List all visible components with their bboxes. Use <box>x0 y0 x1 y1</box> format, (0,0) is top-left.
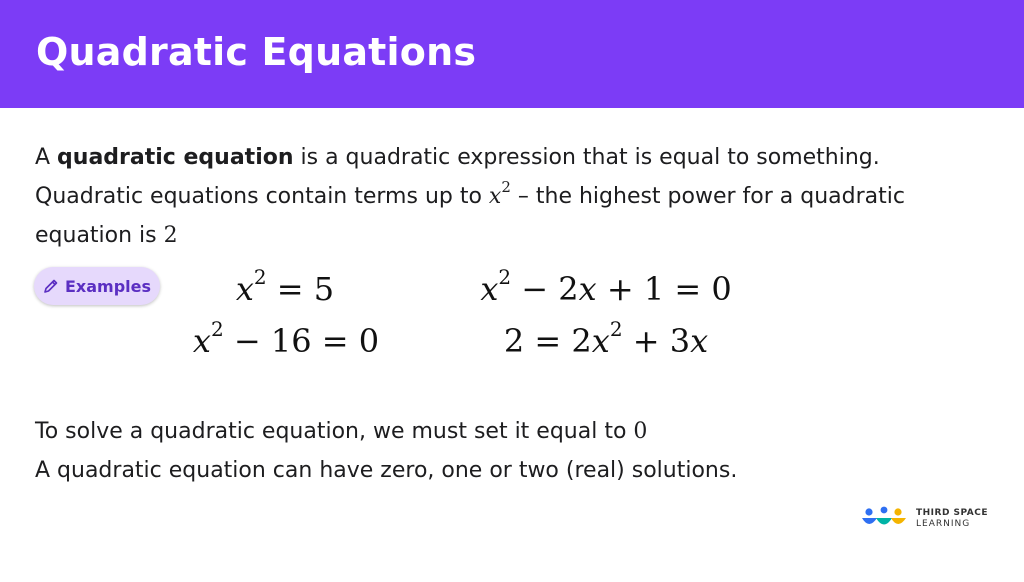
intro-line-2 <box>35 177 905 216</box>
equation-text: + 1 = 0 <box>596 270 732 308</box>
pencil-icon <box>43 278 59 294</box>
summary-text: To solve a quadratic equation, we must set it equal to <box>35 419 634 444</box>
variable-x: x <box>488 184 502 209</box>
equation-text: + 3 <box>622 322 691 360</box>
example-equation-2 <box>480 265 732 308</box>
intro-text: A <box>35 145 58 170</box>
intro-text: equation is <box>35 223 164 248</box>
equation-text: = 5 <box>266 270 335 308</box>
example-equation-1 <box>235 265 335 308</box>
summary-paragraph <box>35 412 737 490</box>
intro-text: Quadratic equations contain terms up to <box>35 184 489 209</box>
intro-text: – the highest power for a quadratic <box>510 184 905 209</box>
logo-wordmark <box>916 508 988 530</box>
equation-text: − 16 = 0 <box>223 322 380 360</box>
third-space-learning-logo <box>860 506 988 532</box>
header-banner <box>0 0 1024 108</box>
example-equation-3 <box>192 317 380 360</box>
logo-icon <box>860 506 908 532</box>
intro-term: quadratic equation <box>57 145 294 170</box>
variable-x: x <box>235 270 254 308</box>
power-number: 2 <box>163 223 178 248</box>
summary-line-2: A quadratic equation can have zero, one or two (real) solutions. <box>35 458 738 483</box>
example-equation-4 <box>503 317 709 360</box>
variable-x: x <box>690 322 709 360</box>
page-title: Quadratic Equations <box>36 30 477 74</box>
examples-label: Examples <box>64 276 152 296</box>
intro-paragraph <box>35 138 905 255</box>
exponent: 2 <box>501 177 511 196</box>
summary-line-1 <box>35 412 737 451</box>
zero-number: 0 <box>633 419 648 444</box>
variable-x: x <box>591 322 610 360</box>
exponent: 2 <box>609 317 623 342</box>
exponent: 2 <box>498 265 512 290</box>
intro-line-1 <box>35 138 905 177</box>
examples-badge <box>34 267 160 305</box>
logo-line-2: LEARNING <box>916 519 971 529</box>
variable-x: x <box>578 270 597 308</box>
logo-line-1: THIRD SPACE <box>916 508 989 518</box>
variable-x: x <box>192 322 211 360</box>
intro-line-3 <box>35 216 905 255</box>
exponent: 2 <box>253 265 267 290</box>
equation-text: − 2 <box>511 270 579 308</box>
variable-x: x <box>480 270 499 308</box>
exponent: 2 <box>210 317 224 342</box>
intro-text: is a quadratic expression that is equal to something. <box>293 145 880 170</box>
equation-text: 2 = 2 <box>503 322 592 360</box>
